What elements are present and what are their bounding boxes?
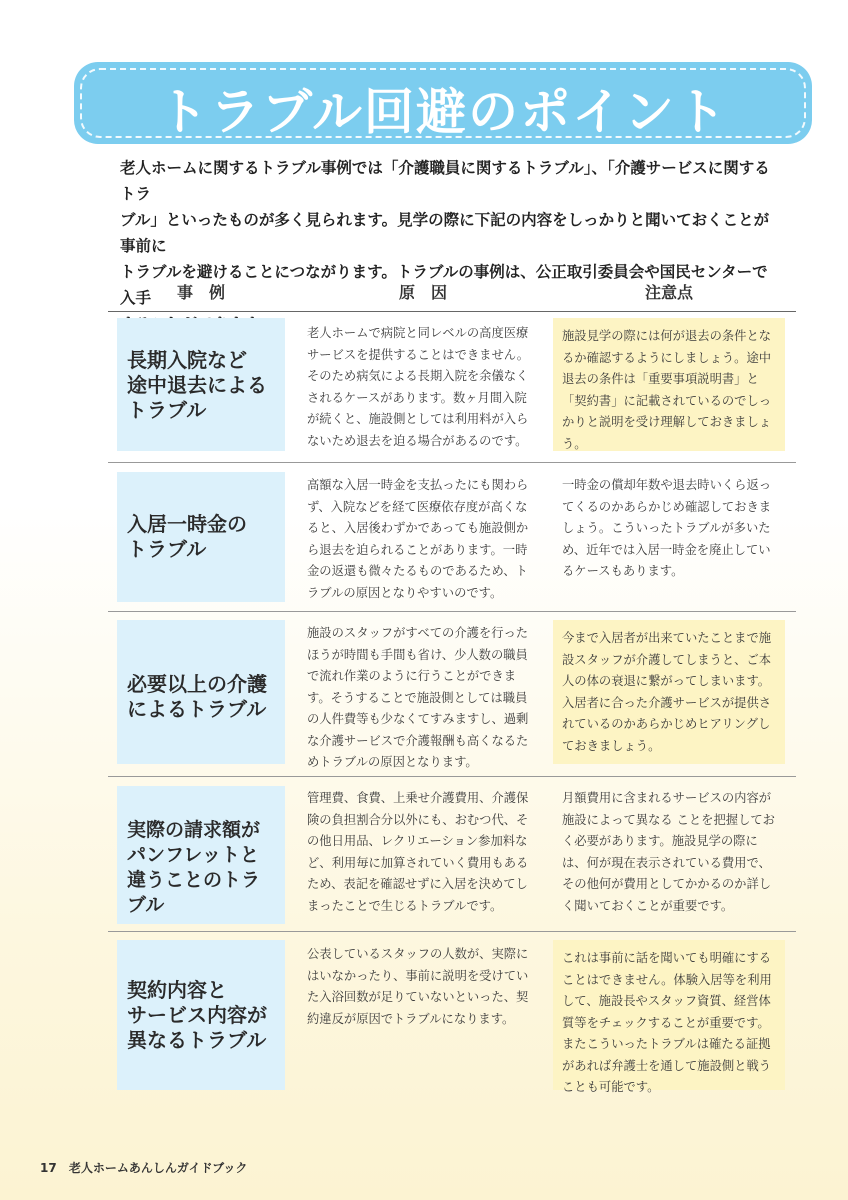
page-number: 17 [40, 1161, 57, 1175]
note-cell [553, 472, 785, 602]
book-title: 老人ホームあんしんガイドブック [68, 1161, 248, 1175]
note-text: これは事前に話を聞いても明確にすることはできません。体験入居等を利用して、施設長やスタッフ資質、経営体質等をチェックすることが重要です。またこういったトラブルは確たる証拠があれば弁護士を通して施設側と戦うことも可能です。 [562, 951, 772, 1094]
case-label-line: 契約内容と [127, 978, 227, 1002]
case-label [127, 512, 279, 562]
intro-line: 老人ホームに関するトラブル事例では「介護職員に関するトラブル」、「介護サービスに関するトラ [120, 159, 770, 203]
page-title: トラブル回避のポイント [158, 83, 728, 141]
case-label-line: サービス内容が [127, 1003, 267, 1027]
case-cell [117, 620, 285, 764]
case-label-line: 入居一時金の [127, 512, 247, 536]
case-label-line: 途中退去による [127, 373, 267, 397]
case-cell [117, 472, 285, 602]
note-cell [553, 786, 785, 924]
case-label-line: 必要以上の介護 [127, 672, 267, 696]
page-footer [40, 1159, 247, 1176]
case-cell [117, 318, 285, 451]
note-cell [553, 318, 785, 451]
cause-text: 高額な入居一時金を支払ったにも関わらず、入院などを経て医療依存度が高くなると、入居後わずかであっても施設側から退去を迫られることがあります。一時金の返還も微々たるものであるため、トラブルの原因となりやすいのです。 [307, 478, 529, 600]
case-label [127, 348, 279, 423]
case-label-line: 違うことのトラブル [127, 869, 261, 916]
case-cell [117, 940, 285, 1090]
note-text: 一時金の償却年数や退去時いくら返ってくるのかあらかじめ確認しておきましょう。こういったトラブルが多いため、近年では入居一時金を廃止しているケースもあります。 [562, 478, 772, 578]
note-cell [553, 620, 785, 764]
header-divider [108, 311, 796, 312]
column-header-case: 事 例 [176, 283, 225, 302]
row-divider [108, 462, 796, 463]
row-divider [108, 776, 796, 777]
note-text: 月額費用に含まれるサービスの内容が施設によって異なる ことを把握しておく必要があります。施設見学の際には、何が現在表示されている費用で、その他何が費用としてかかるのか詳しく聞いておくことが重要です。 [562, 791, 775, 913]
case-label-line: トラブル [127, 537, 207, 561]
row-divider [108, 611, 796, 612]
cause-text: 老人ホームで病院と同レベルの高度医療サービスを提供することはできません。そのため病気による長期入院を余儀なくされるケースがあります。数ヶ月間入院が続くと、施設側としては利用料が入らないため退去を迫る場合があるのです。 [307, 326, 530, 448]
row-divider [108, 931, 796, 932]
case-label-line: 異なるトラブル [127, 1028, 267, 1052]
cause-text: 施設のスタッフがすべての介護を行ったほうが時間も手間も省け、少人数の職員で流れ作業のように行うことができます。そうすることで施設側としては職員の人件費等も少なくてすみますし、過剰な介護サービスで介護報酬も高くなるためトラブルの原因となります。 [307, 626, 529, 769]
case-label-line: 長期入院など [127, 348, 247, 372]
case-label-line: によるトラブル [127, 697, 267, 721]
cause-text: 公表しているスタッフの人数が、実際にはいなかったり、事前に説明を受けていた入浴回数が足りていないといった、契約違反が原因でトラブルになります。 [307, 947, 529, 1026]
column-header-note: 注意点 [644, 283, 693, 302]
intro-paragraph [120, 155, 780, 337]
intro-line: トラブルを避けることにつながります。トラブルの事例は、公正取引委員会や国民センターで入手 [120, 263, 768, 307]
column-header-cause: 原 因 [398, 283, 447, 302]
note-text: 施設見学の際には何が退去の条件となるか確認するようにしましょう。途中退去の条件は「重要事項説明書」と「契約書」に記載されているのでしっかりと説明を受け理解しておきましょう。 [562, 329, 772, 451]
note-text: 今まで入居者が出来ていたことまで施設スタッフが介護してしまうと、ご本人の体の衰退に繋がってしまいます。入居者に合った介護サービスが提供されているのかあらかじめヒアリングしておきましょう。 [562, 631, 772, 753]
case-cell [117, 786, 285, 924]
cause-text: 管理費、食費、上乗せ介護費用、介護保険の負担割合分以外にも、おむつ代、その他日用品、レクリエーション参加料など、利用毎に加算されていく費用もあるため、表記を確認せずに入居を決めてしまったことで生じるトラブルです。 [307, 791, 529, 913]
case-label-line: 実際の請求額が [127, 819, 261, 841]
intro-line: ブル」といったものが多く見られます。見学の際に下記の内容をしっかりと聞いておくことが事前に [120, 211, 770, 255]
case-label [127, 818, 279, 918]
case-label-line: トラブル [127, 398, 207, 422]
note-cell [553, 940, 785, 1094]
case-label [127, 978, 279, 1053]
case-label [127, 672, 279, 722]
title-banner [74, 62, 812, 144]
case-label-line: パンフレットと [127, 844, 260, 866]
